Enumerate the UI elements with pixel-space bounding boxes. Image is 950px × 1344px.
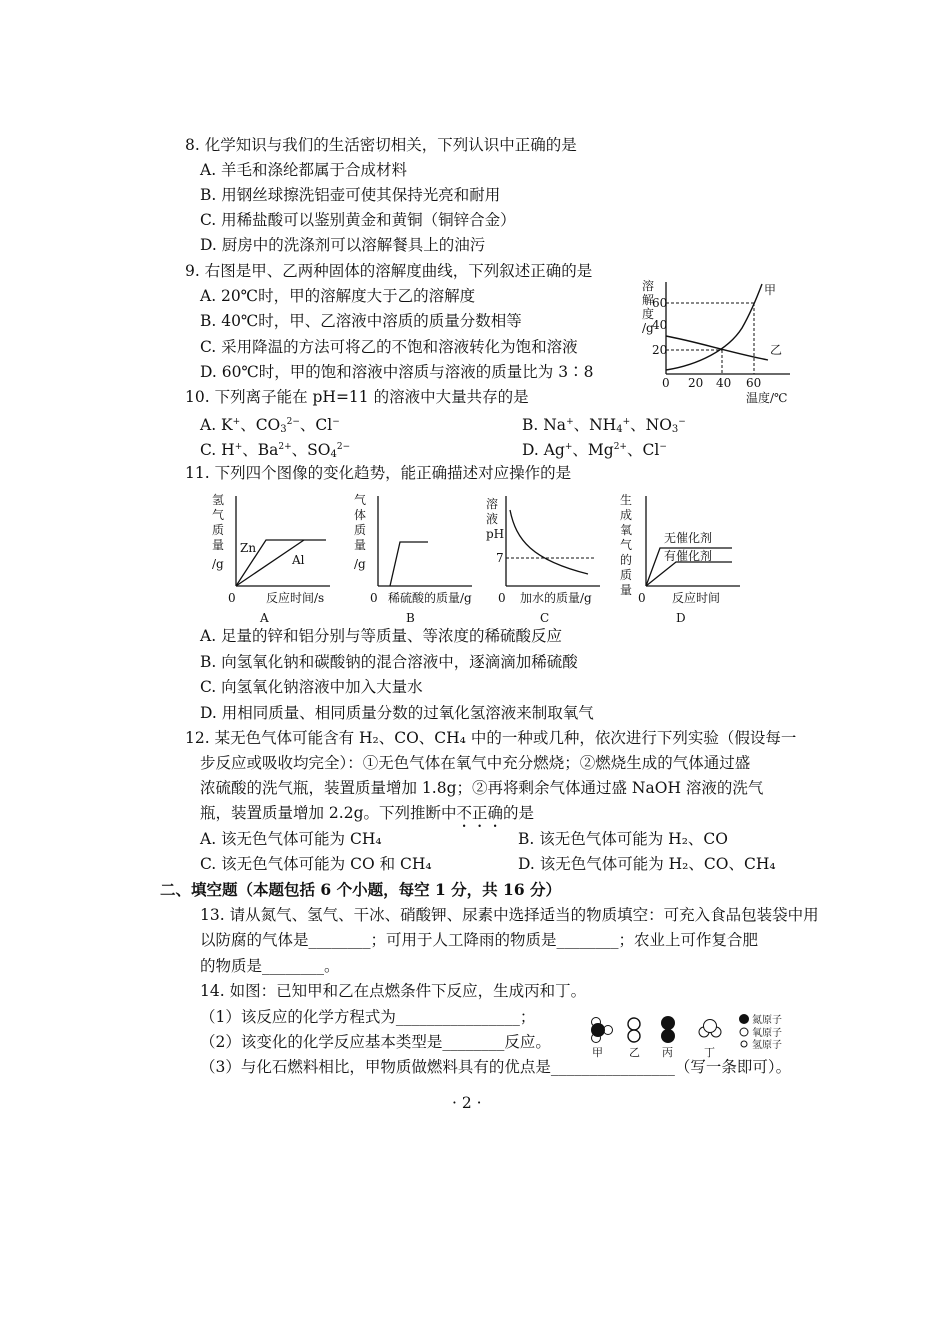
q12-option-c: C. 该无色气体可能为 CO 和 CH₄ xyxy=(200,855,432,873)
graph-a xyxy=(208,490,338,625)
graph-a-ylabel-1: 氢 xyxy=(212,493,225,507)
graph-d-catalyst-line xyxy=(646,562,732,586)
q8-stem: 8. 化学知识与我们的生活密切相关，下列认识中正确的是 xyxy=(185,136,577,154)
q10-option-d: D. Ag+、$Mg^{2+}$、Cl− xyxy=(522,441,667,459)
graph-d-ylabel-2: 成 xyxy=(620,508,633,522)
q10-option-c: C. H+、$Ba^{2+}$、$SO_4^{2-}$ xyxy=(200,441,351,460)
molecule-bing xyxy=(661,1016,675,1043)
section-2-title: 二、填空题（本题包括 6 个小题，每空 1 分，共 16 分） xyxy=(160,880,562,899)
q12-option-b: B. 该无色气体可能为 H₂、CO xyxy=(518,830,728,848)
graph-a-al-label: Al xyxy=(292,553,305,567)
molecule-diagram xyxy=(578,1010,798,1058)
q13-line-2: 以防腐的气体是________；可用于人工降雨的物质是________；农业上可作复合肥 xyxy=(200,931,759,949)
q9-stem: 9. 右图是甲、乙两种固体的溶解度曲线，下列叙述正确的是 xyxy=(185,262,593,280)
page-number: · 2 · xyxy=(452,1094,482,1112)
sol-xtick-0: 0 xyxy=(662,376,670,390)
mol-label-jia: 甲 xyxy=(592,1046,603,1058)
graph-c-ylabel-3: pH xyxy=(486,527,505,541)
graph-a-ylabel-2: 气 xyxy=(212,508,225,522)
q8-option-b: B. 用钢丝球擦洗铝壶可使其保持光亮和耐用 xyxy=(200,186,501,204)
graph-a-xlabel: 反应时间/s xyxy=(266,591,325,605)
q10-option-a: A. K+、$CO_3^{2-}$、Cl− xyxy=(200,416,340,435)
q13-line-3: 的物质是________。 xyxy=(200,957,340,975)
graph-b-ylabel-1: 气 xyxy=(354,493,367,507)
q13-line-1: 13. 请从氮气、氢气、干冰、硝酸钾、尿素中选择适当的物质填空：可充入食品包装袋中用 xyxy=(200,906,819,924)
graph-c-ylabel-1: 溶 xyxy=(486,497,499,511)
graph-d-no-catalyst: 无催化剂 xyxy=(664,531,713,545)
graph-d-ylabel-3: 氧 xyxy=(620,523,633,537)
graph-b-xlabel: 稀硫酸的质量/g xyxy=(388,591,472,605)
graph-d xyxy=(616,490,746,625)
q11-option-d: D. 用相同质量、相同质量分数的过氧化氢溶液来制取氧气 xyxy=(200,704,594,722)
molecule-ding xyxy=(699,1020,721,1038)
graph-c-curve xyxy=(510,510,588,574)
sol-ylabel-4: /g xyxy=(642,321,654,335)
q12-option-a: A. 该无色气体可能为 CH₄ xyxy=(200,830,382,848)
graph-d-ylabel-6: 质 xyxy=(620,568,633,582)
graph-a-ylabel-4: 量 xyxy=(212,538,225,552)
q8-option-d: D. 厨房中的洗涤剂可以溶解餐具上的油污 xyxy=(200,236,486,254)
graph-d-ylabel-7: 量 xyxy=(620,583,633,597)
q12-line-2: 步反应或吸收均完全）：①无色气体在氧气中充分燃烧；②燃烧生成的气体通过盛 xyxy=(200,754,751,772)
q14-part-1: （1）该反应的化学方程式为________________； xyxy=(200,1008,536,1026)
sol-series-yi: 乙 xyxy=(770,343,783,357)
graph-b-ylabel-3: 质 xyxy=(354,523,367,537)
sol-ytick-40: 40 xyxy=(652,318,668,332)
graph-a-ylabel-3: 质 xyxy=(212,523,225,537)
q12-line-3: 浓硫酸的洗气瓶，装置质量增加 1.8g；②再将剩余气体通过盛 NaOH 溶液的洗气 xyxy=(200,779,764,797)
graph-d-xlabel: 反应时间 xyxy=(672,591,721,605)
graph-d-zero: 0 xyxy=(638,591,646,605)
sol-ylabel-1: 溶 xyxy=(642,279,655,293)
q12-line-4: 瓶，装置质量增加 2.2g。下列推断中不正确的是 xyxy=(200,804,535,822)
graph-b-ylabel-2: 体 xyxy=(354,508,367,522)
graph-a-ylabel-5: /g xyxy=(212,557,224,571)
q11-option-c: C. 向氢氧化钠溶液中加入大量水 xyxy=(200,678,423,696)
q14-part-2: （2）该变化的化学反应基本类型是________反应。 xyxy=(200,1033,551,1051)
q10-option-b: B. Na+、$NH_4^+$、$NO_3^-$ xyxy=(522,416,686,435)
graph-c-zero: 0 xyxy=(498,591,506,605)
sol-ylabel-3: 度 xyxy=(642,307,655,321)
graph-a-zn-label: Zn xyxy=(240,541,257,555)
q9-option-a: A. 20℃时，甲的溶解度大于乙的溶解度 xyxy=(200,287,476,305)
q12-line-1: 12. 某无色气体可能含有 H₂、CO、CH₄ 中的一种或几种，依次进行下列实验（假设每一 xyxy=(185,729,797,747)
sol-xtick-40: 40 xyxy=(716,376,732,390)
graph-a-zero: 0 xyxy=(228,591,236,605)
graph-d-with-catalyst: 有催化剂 xyxy=(664,549,713,563)
q12-emphasis: 不正确 xyxy=(456,804,504,822)
q9-option-b: B. 40℃时，甲、乙溶液中溶质的质量分数相等 xyxy=(200,312,522,330)
q8-option-c: C. 用稀盐酸可以鉴别黄金和黄铜（铜锌合金） xyxy=(200,211,516,229)
graph-b-ylabel-4: 量 xyxy=(354,538,367,552)
graph-c-seven: 7 xyxy=(496,551,504,565)
graph-c-tag: C xyxy=(540,611,550,625)
graph-c-xlabel: 加水的质量/g xyxy=(520,591,592,605)
q11-option-a: A. 足量的锌和铝分别与等质量、等浓度的稀硫酸反应 xyxy=(200,627,563,645)
q14-stem: 14. 如图：已知甲和乙在点燃条件下反应，生成丙和丁。 xyxy=(200,982,587,1000)
graph-b xyxy=(350,490,480,625)
q8-option-a: A. 羊毛和涤纶都属于合成材料 xyxy=(200,161,408,179)
mol-label-bing: 丙 xyxy=(662,1046,673,1058)
graph-b-line xyxy=(390,542,428,586)
q12-option-d: D. 该无色气体可能为 H₂、CO、CH₄ xyxy=(518,855,776,873)
sol-ylabel-2: 解 xyxy=(642,293,655,307)
legend-nitrogen: 氮原子 xyxy=(752,1015,782,1026)
q10-stem: 10. 下列离子能在 pH=11 的溶液中大量共存的是 xyxy=(185,388,529,406)
molecule-yi xyxy=(628,1018,640,1042)
legend-hydrogen: 氢原子 xyxy=(752,1040,782,1051)
graph-d-ylabel-1: 生 xyxy=(620,493,633,507)
sol-ytick-60: 60 xyxy=(652,296,668,310)
sol-ytick-20: 20 xyxy=(652,343,668,357)
solubility-chart xyxy=(628,270,803,410)
q9-option-c: C. 采用降温的方法可将乙的不饱和溶液转化为饱和溶液 xyxy=(200,338,578,356)
graph-b-tag: B xyxy=(406,611,415,625)
graph-c-ylabel-2: 液 xyxy=(486,512,499,526)
graph-b-zero: 0 xyxy=(370,591,378,605)
q14-part-3: （3）与化石燃料相比，甲物质做燃料具有的优点是________________（写一条即可）。 xyxy=(200,1058,792,1076)
sol-xtick-20: 20 xyxy=(688,376,704,390)
q9-option-d: D. 60℃时，甲的饱和溶液中溶质与溶液的质量比为 3∶8 xyxy=(200,363,594,381)
molecule-jia xyxy=(591,1018,613,1043)
sol-xlabel: 温度/℃ xyxy=(746,391,788,405)
graph-d-tag: D xyxy=(676,611,686,625)
graph-d-ylabel-4: 气 xyxy=(620,538,633,552)
sol-curve-jia xyxy=(666,284,762,370)
mol-label-yi: 乙 xyxy=(629,1046,640,1058)
graph-d-ylabel-5: 的 xyxy=(620,553,633,567)
sol-curve-yi xyxy=(666,336,768,360)
sol-series-jia: 甲 xyxy=(764,283,777,297)
graph-c xyxy=(484,490,608,625)
legend-oxygen: 氧原子 xyxy=(752,1028,782,1039)
sol-xtick-60: 60 xyxy=(746,376,762,390)
q11-stem: 11. 下列四个图像的变化趋势，能正确描述对应操作的是 xyxy=(185,464,572,482)
graph-a-tag: A xyxy=(260,611,269,625)
q11-option-b: B. 向氢氧化钠和碳酸钠的混合溶液中，逐滴滴加稀硫酸 xyxy=(200,653,578,671)
atom-legend xyxy=(739,1013,782,1051)
mol-label-ding: 丁 xyxy=(704,1046,715,1058)
graph-b-ylabel-5: /g xyxy=(354,557,366,571)
